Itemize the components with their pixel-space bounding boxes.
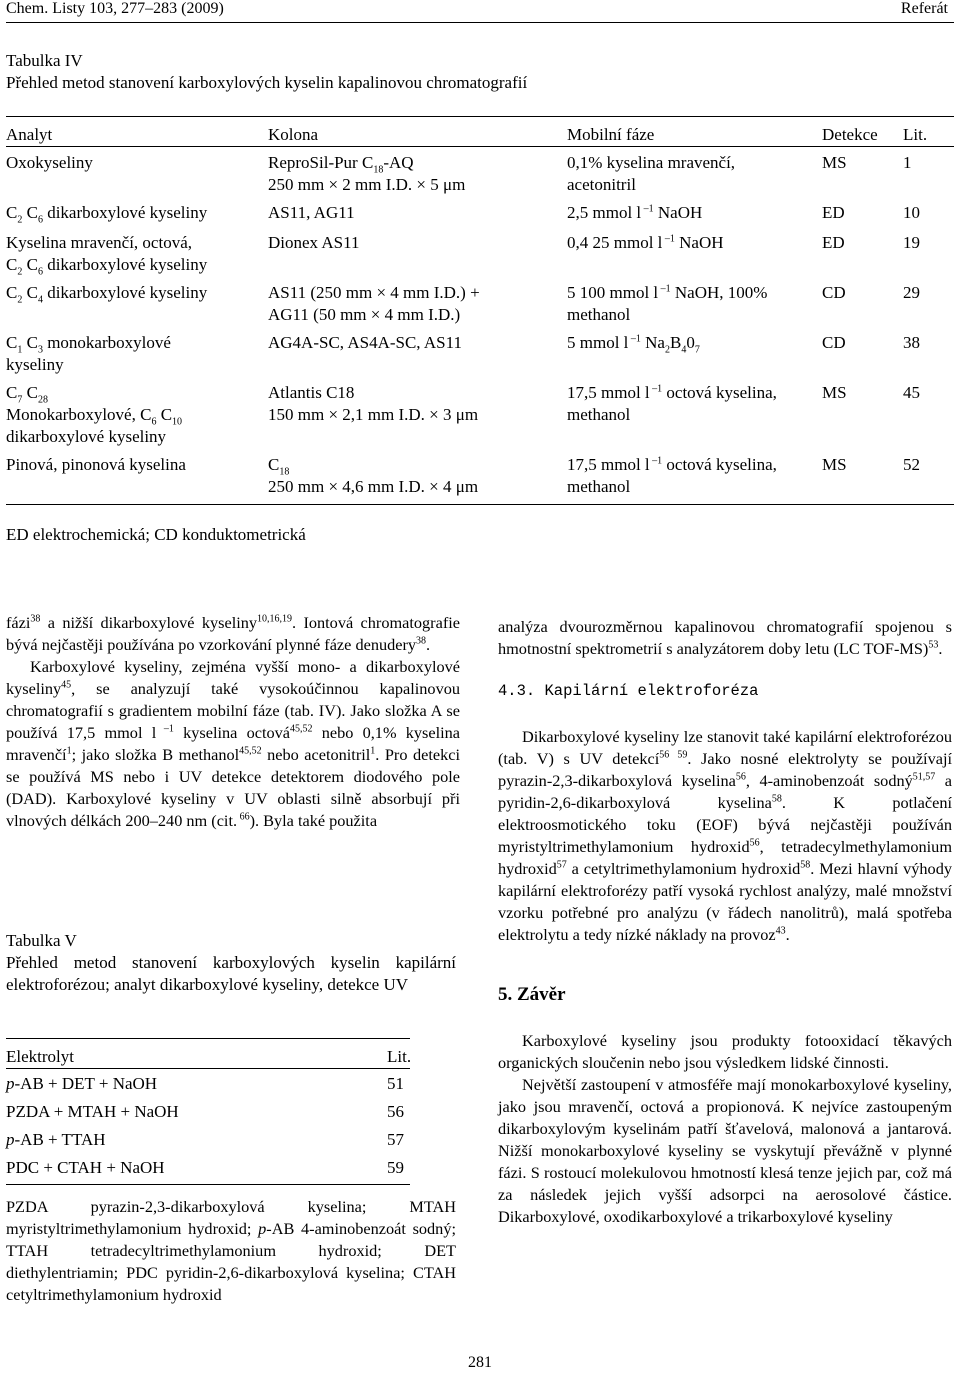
paragraph: fázi$^{38}$ a nižší dikarboxylové kyseliny$^{10,16,19}$. Iontová chromatografie bývá nejčastěji používána po vzorkování plynné fáze denudery$^{38}$. [6, 613, 460, 654]
table-cell: $C_2$ $C_4$ dikarboxylové kyseliny [6, 283, 208, 306]
table-cell: AG11 (50 mm × 4 mm I.D.) [268, 305, 461, 324]
table4-header-rule [6, 146, 954, 147]
table-cell: AG4A-SC, AS4A-SC, AS11 [268, 333, 462, 352]
table-cell: kyseliny [6, 355, 64, 374]
table-cell: 19 [903, 233, 920, 252]
table-cell: 29 [903, 283, 920, 302]
table4-label: Tabulka IV [6, 51, 83, 70]
table-cell: methanol [567, 405, 631, 424]
paragraph: Dikarboxylové kyseliny lze stanovit také kapilární elektroforézou (tab. V) s UV detekcí$^{56 59}$. Jako nosné elektrolyty se používají pyrazin-2,3-dikarboxylová kyselina$^{56}$, 4-aminobenzoát sodný$^{51,57}$ a pyridin-2,6-dikarboxylová kyselina$^{58}$. K potlačení elektroosmotického toku (EOF) bývá nejčastěji používán myristyltrimethylamonium hydroxid$^{56}$, tetradecylmethylamonium hydroxid$^{57}$ a cetyltrimethylamonium hydroxid$^{58}$. Mezi hlavní výhody kapilární elektroforézy patří vysoká rychlost analýzy, malé množství vzorku potřebné pro analýzu (v řádech nanolitrů), malá spotřeba elektrolytu a tedy nízké náklady na provoz$^{43}$. [498, 727, 952, 944]
table-cell: Pinová, pinonová kyselina [6, 455, 186, 474]
table-cell: 10 [903, 203, 920, 222]
article-type: Referát [900, 0, 948, 17]
table-cell: PDC + CTAH + NaOH [6, 1158, 165, 1177]
table-cell: ED [822, 233, 845, 252]
table-cell: 38 [903, 333, 920, 352]
table5-footnote: PZDA pyrazin-2,3-dikarboxylová kyselina; MTAH myristyltrimethylamonium hydroxid; p-AB 4-aminobenzoát sodný; TTAH tetradecyltrimethylamonium hydroxid; DET diethylentriamin; PDC pyridin-2,6-dikarboxylová kyselina; CTAH cetyltrimethylamonium hydroxid [6, 1197, 456, 1304]
col-header-analyt: Analyt [6, 125, 53, 144]
table-cell: CD [822, 283, 846, 302]
table-cell: Kyselina mravenčí, octová, [6, 233, 192, 252]
table-cell: methanol [567, 477, 631, 496]
table-cell: acetonitril [567, 175, 636, 194]
table-cell: MS [822, 383, 847, 402]
table-cell: CD [822, 333, 846, 352]
table-cell: 51 [387, 1074, 404, 1093]
page-number: 281 [468, 1354, 492, 1371]
table-cell: p-AB + DET + NaOH [6, 1074, 158, 1093]
paragraph: Karboxylové kyseliny, zejména vyšší mono- a dikarboxylové kyseliny$^{45}$, se analyzují také vysokoúčinnou kapalinovou chromatografií s gradientem mobilní fáze (tab. IV). Jako složka A se používá 17,5 mmol l $^{-1}$ kyselina octová$^{45,52}$ nebo 0,1% kyselina mravenčí$^1$; jako složka B methanol$^{45,52}$ nebo acetonitril$^1$. Pro detekci se používá MS nebo i UV detekce detektorem diodového pole (DAD). Karboxylové kyseliny v UV oblasti silně absorbují při vlnových délkách 200–240 nm (cit. $^{66}$). Byla také použita [6, 657, 460, 830]
table-cell: 0,1% kyselina mravenčí, [567, 153, 736, 172]
paragraph: analýza dvourozměrnou kapalinovou chromatografií spojenou s hmotnostní spektrometrií s analyzátorem doby letu (LC TOF-MS)$^{53}$. [498, 617, 952, 658]
table-cell: AS11 (250 mm × 4 mm I.D.) + [268, 283, 480, 302]
table-cell: $C_1$ $C_3$ monokarboxylové [6, 333, 171, 356]
table-cell: Monokarboxylové, $C_6$ $C_{10}$ [6, 405, 183, 428]
table5-header-rule [6, 1068, 410, 1069]
table-cell: 17,5 mmol l $^{-1}$ octová kyselina, [567, 455, 777, 474]
section-heading-4-3: 4.3. Kapilární elektroforéza [498, 682, 759, 700]
right-column [498, 616, 952, 1228]
table-cell: 250 mm × 4,6 mm I.D. × 4 μm [268, 477, 479, 496]
table-cell: dikarboxylové kyseliny [6, 427, 167, 446]
table-cell: p-AB + TTAH [6, 1130, 106, 1149]
table-cell: 56 [387, 1102, 404, 1121]
table-cell: ReproSil-Pur $C_{18}-AQ$ [268, 153, 414, 176]
table5-label: Tabulka V [6, 931, 77, 950]
table-cell: Dionex AS11 [268, 233, 360, 252]
table-cell: 17,5 mmol l $^{-1}$ octová kyselina, [567, 383, 777, 402]
header-rule [6, 22, 954, 23]
table-cell: 150 mm × 2,1 mm I.D. × 3 μm [268, 405, 479, 424]
table-cell: Oxokyseliny [6, 153, 93, 172]
table5-top-rule [6, 1038, 410, 1039]
table5-col-lit: Lit. [387, 1047, 412, 1066]
table-cell: AS11, AG11 [268, 203, 355, 222]
table-cell: $C_2$ $C_6$ dikarboxylové kyseliny [6, 255, 208, 278]
table5-bottom-rule [6, 1184, 410, 1185]
table-cell: 1 [903, 153, 912, 172]
col-header-lit: Lit. [903, 125, 928, 144]
table-cell: ED [822, 203, 845, 222]
table5-col-elektrolyt: Elektrolyt [6, 1047, 74, 1066]
table-cell: PZDA + MTAH + NaOH [6, 1102, 179, 1121]
paragraph: Karboxylové kyseliny jsou produkty fotooxidací těkavých organických sloučenin nebo jsou výsledkem lidské činnosti. [498, 1031, 952, 1072]
table-cell: 45 [903, 383, 920, 402]
table-cell: methanol [567, 305, 631, 324]
table4-top-rule [6, 116, 954, 117]
table-cell: 0,4 25 mmol l $^{-1}$ NaOH [567, 233, 724, 252]
table-cell: 57 [387, 1130, 404, 1149]
table-cell: MS [822, 153, 847, 172]
table-cell: 59 [387, 1158, 404, 1177]
table-cell: 52 [903, 455, 920, 474]
table-cell: 5 100 mmol l $^{-1}$ NaOH, 100% [567, 283, 768, 302]
journal-citation: Chem. Listy 103, 277–283 (2009) [6, 0, 224, 17]
table-cell: 250 mm × 2 mm I.D. × 5 μm [268, 175, 466, 194]
table-cell: $C_{18}$ [268, 455, 290, 478]
col-header-mobilni-faze: Mobilní fáze [567, 125, 655, 144]
section-heading-5: 5. Závěr [498, 984, 566, 1005]
table-cell: MS [822, 455, 847, 474]
table4-footnote: ED elektrochemická; CD konduktometrická [6, 525, 306, 544]
table-cell: $C_7$ $C_{28}$ [6, 383, 48, 406]
table4-bottom-rule [6, 504, 954, 505]
table4-title: Přehled metod stanovení karboxylových kyselin kapalinovou chromatografií [6, 73, 528, 92]
table-cell: $C_2$ $C_6$ dikarboxylové kyseliny [6, 203, 208, 226]
table-cell: 2,5 mmol l $^{-1}$ NaOH [567, 203, 703, 222]
col-header-detekce: Detekce [822, 125, 878, 144]
table5-title: Přehled metod stanovení karboxylových kyselin kapilární elektroforézou; analyt dikarboxylové kyseliny, detekce UV [6, 953, 456, 994]
paragraph: Největší zastoupení v atmosféře mají monokarboxylové kyseliny, jako jsou mravenčí, octová a propionová. K nejvíce zastoupeným dikarboxylovým kyselinám patří šťavelová, malonová a jantarová. Nižší monokarboxylové kyseliny se vyskytují převážně v plynné fázi. S rostoucí molekulovou hmotností klesá tenze jejich par, což má za následek jejich vyšší adsorpci na aerosolové částice. Dikarboxylové, oxodikarboxylové a trikarboxylové kyseliny [498, 1075, 952, 1226]
table-cell: Atlantis C18 [268, 383, 355, 402]
table-cell: 5 mmol l $^{-1}$ $Na_2B_40_7$ [567, 333, 700, 356]
col-header-kolona: Kolona [268, 125, 319, 144]
left-column [6, 612, 460, 832]
